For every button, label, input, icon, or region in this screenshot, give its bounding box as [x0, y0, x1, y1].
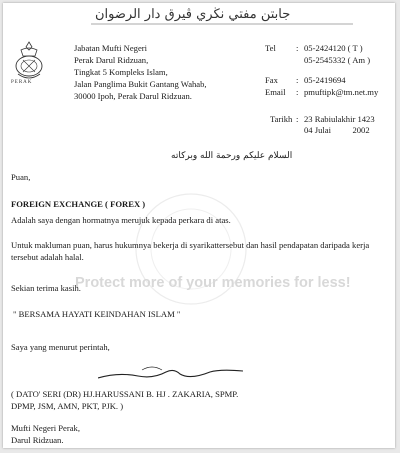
photobucket-watermark: Protect more of your memories for less!: [75, 275, 351, 291]
salutation: Puan,: [11, 172, 31, 182]
letterhead-calligraphy: جابتن مفتي نڬري ڤيرق دار الرضوان: [95, 7, 291, 22]
fax-number: 05-2419694: [304, 75, 346, 85]
letter-page: [3, 3, 395, 448]
signatory-name: ( DATO' SERI (DR) HJ.HARUSSANI B. HJ . ZAKARIA, SPMP.: [11, 389, 239, 399]
signatory-position-1: Mufti Negeri Perak,: [11, 423, 80, 433]
paragraph-1: Adalah saya dengan hormatnya merujuk kepada perkara di atas.: [11, 215, 231, 225]
letter-subject: FOREIGN EXCHANGE ( FOREX ): [11, 199, 146, 209]
address-line-3: Tingkat 5 Kompleks Islam,: [74, 67, 168, 77]
date-hijri: 23 Rabiulakhir 1423: [304, 114, 375, 124]
signatory-position-2: Darul Ridzuan.: [11, 435, 64, 445]
tel-number-1: 05-2424120 ( T ): [304, 43, 363, 53]
logo-caption: PERAK: [11, 80, 33, 85]
email-address: pmuftipk@tm.net.my: [304, 87, 379, 97]
closing-line: Saya yang menurut perintah,: [11, 342, 110, 352]
address-line-5: 30000 Ipoh, Perak Darul Ridzuan.: [74, 91, 192, 101]
tel-number-2: 05-2545332 ( Am ): [304, 55, 371, 65]
email-label: Email: [265, 87, 286, 97]
arabic-greeting: السلام عليكم ورحمة الله وبركاته: [171, 151, 293, 161]
tel-colon: :: [296, 43, 299, 53]
signature: [98, 364, 243, 382]
date-colon: :: [296, 114, 299, 124]
address-line-2: Perak Darul Ridzuan,: [74, 55, 149, 65]
thanks-line: Sekian terima kasih.: [11, 283, 81, 293]
motto: " BERSAMA HAYATI KEINDAHAN ISLAM ": [13, 309, 181, 319]
signatory-honours: DPMP, JSM, AMN, PKT, PJK. ): [11, 401, 124, 411]
date-label: Tarikh: [270, 114, 293, 124]
address-line-1: Jabatan Mufti Negeri: [74, 43, 148, 53]
letterhead-rule: [91, 22, 353, 26]
paragraph-2: Untuk makluman puan, harus hukumnya bekerja di syarikattersebut dan hasil pendapatan daripada kerja tersebut adalah halal.: [11, 240, 370, 262]
date-gregorian: 04 Julai 2002: [304, 125, 370, 135]
address-line-4: Jalan Panglima Bukit Gantang Wahab,: [74, 79, 207, 89]
email-colon: :: [296, 87, 299, 97]
fax-colon: :: [296, 75, 299, 85]
tel-label: Tel: [265, 43, 276, 53]
fax-label: Fax: [265, 75, 278, 85]
